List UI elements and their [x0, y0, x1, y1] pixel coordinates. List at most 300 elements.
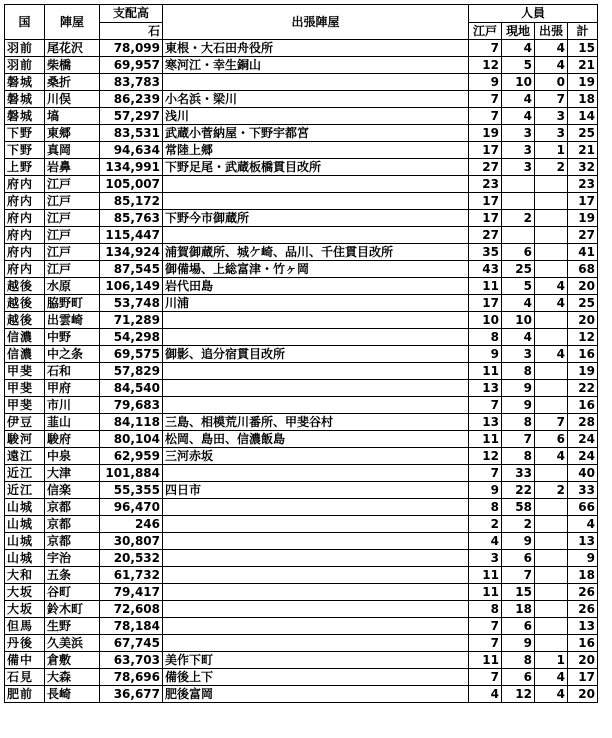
table-row	[5, 669, 598, 686]
edo-count-cell: 7	[469, 465, 502, 482]
genchi-count-cell: 10	[502, 74, 535, 91]
edo-count-cell: 7	[469, 91, 502, 108]
shucho-count-cell	[535, 465, 568, 482]
kuni-cell: 丹後	[5, 635, 45, 652]
table-row	[5, 176, 598, 193]
shihaidaka-cell: 61,732	[100, 567, 163, 584]
edo-count-cell: 17	[469, 295, 502, 312]
shucho-jinya-cell	[163, 397, 469, 414]
shucho-count-cell	[535, 618, 568, 635]
table-row	[5, 499, 598, 516]
total-count-cell: 40	[568, 465, 598, 482]
header-shihaidaka: 支配高	[100, 5, 163, 23]
kuni-cell: 甲斐	[5, 380, 45, 397]
shihaidaka-cell: 87,545	[100, 261, 163, 278]
shihaidaka-cell: 78,099	[100, 40, 163, 57]
shihaidaka-cell: 69,957	[100, 57, 163, 74]
shucho-jinya-cell	[163, 516, 469, 533]
kuni-cell: 府内	[5, 227, 45, 244]
edo-count-cell: 3	[469, 550, 502, 567]
shucho-jinya-cell: 川浦	[163, 295, 469, 312]
jinya-cell: 出雲崎	[45, 312, 100, 329]
table-row	[5, 142, 598, 159]
table-row	[5, 533, 598, 550]
shucho-count-cell	[535, 176, 568, 193]
total-count-cell: 20	[568, 312, 598, 329]
shucho-jinya-cell	[163, 499, 469, 516]
shucho-jinya-cell	[163, 567, 469, 584]
jinya-cell: 京都	[45, 516, 100, 533]
edo-count-cell: 12	[469, 57, 502, 74]
jinya-cell: 駿府	[45, 431, 100, 448]
header-jinya: 陣屋	[45, 5, 100, 40]
shucho-count-cell	[535, 261, 568, 278]
shihaidaka-cell: 20,532	[100, 550, 163, 567]
shucho-jinya-cell: 松岡、島田、信濃飯島	[163, 431, 469, 448]
total-count-cell: 13	[568, 618, 598, 635]
genchi-count-cell: 8	[502, 448, 535, 465]
shihaidaka-cell: 79,683	[100, 397, 163, 414]
shucho-jinya-cell: 小名浜・梁川	[163, 91, 469, 108]
shucho-jinya-cell: 美作下町	[163, 652, 469, 669]
total-count-cell: 21	[568, 142, 598, 159]
shihaidaka-cell: 69,575	[100, 346, 163, 363]
total-count-cell: 24	[568, 448, 598, 465]
genchi-count-cell: 7	[502, 431, 535, 448]
shucho-jinya-cell: 御影、追分宿貫目改所	[163, 346, 469, 363]
jinya-cell: 東郷	[45, 125, 100, 142]
jinya-cell: 京都	[45, 533, 100, 550]
shihaidaka-cell: 80,104	[100, 431, 163, 448]
table-header	[5, 5, 598, 40]
table-row	[5, 312, 598, 329]
shucho-jinya-cell: 浦賀御蔵所、城ケ崎、品川、千住貫目改所	[163, 244, 469, 261]
shucho-count-cell: 3	[535, 125, 568, 142]
shucho-jinya-cell: 四日市	[163, 482, 469, 499]
kuni-cell: 磐城	[5, 108, 45, 125]
shucho-jinya-cell: 肥後富岡	[163, 686, 469, 703]
edo-count-cell: 7	[469, 669, 502, 686]
table-row	[5, 57, 598, 74]
shihaidaka-cell: 86,239	[100, 91, 163, 108]
table-row	[5, 380, 598, 397]
shucho-jinya-cell: 常陸上郷	[163, 142, 469, 159]
shihaidaka-cell: 79,417	[100, 584, 163, 601]
genchi-count-cell: 58	[502, 499, 535, 516]
shucho-jinya-cell	[163, 533, 469, 550]
total-count-cell: 33	[568, 482, 598, 499]
genchi-count-cell: 18	[502, 601, 535, 618]
genchi-count-cell: 4	[502, 40, 535, 57]
shucho-count-cell	[535, 193, 568, 210]
table-row	[5, 329, 598, 346]
kuni-cell: 遠江	[5, 448, 45, 465]
total-count-cell: 16	[568, 397, 598, 414]
table-row	[5, 618, 598, 635]
shucho-jinya-cell: 三河赤坂	[163, 448, 469, 465]
total-count-cell: 16	[568, 635, 598, 652]
kuni-cell: 甲斐	[5, 397, 45, 414]
genchi-count-cell: 9	[502, 533, 535, 550]
kuni-cell: 大坂	[5, 601, 45, 618]
table-row	[5, 601, 598, 618]
genchi-count-cell: 33	[502, 465, 535, 482]
edo-count-cell: 11	[469, 567, 502, 584]
table-row	[5, 584, 598, 601]
shucho-count-cell	[535, 601, 568, 618]
table-row	[5, 227, 598, 244]
jinya-cell: 中泉	[45, 448, 100, 465]
shucho-jinya-cell: 東根・大石田舟役所	[163, 40, 469, 57]
shucho-jinya-cell: 御備場、上総富津・竹ヶ岡	[163, 261, 469, 278]
shucho-jinya-cell	[163, 601, 469, 618]
shucho-jinya-cell: 三島、相模荒川番所、甲斐谷村	[163, 414, 469, 431]
total-count-cell: 18	[568, 567, 598, 584]
total-count-cell: 19	[568, 210, 598, 227]
total-count-cell: 20	[568, 278, 598, 295]
table-row	[5, 414, 598, 431]
kuni-cell: 越後	[5, 295, 45, 312]
table-row	[5, 397, 598, 414]
shucho-jinya-cell	[163, 584, 469, 601]
shihaidaka-cell: 71,289	[100, 312, 163, 329]
shihaidaka-cell: 101,884	[100, 465, 163, 482]
edo-count-cell: 4	[469, 686, 502, 703]
jinya-cell: 塙	[45, 108, 100, 125]
edo-count-cell: 9	[469, 346, 502, 363]
table-row	[5, 244, 598, 261]
edo-count-cell: 27	[469, 159, 502, 176]
total-count-cell: 14	[568, 108, 598, 125]
table-row	[5, 652, 598, 669]
total-count-cell: 25	[568, 125, 598, 142]
genchi-count-cell: 6	[502, 669, 535, 686]
shihaidaka-cell: 83,783	[100, 74, 163, 91]
jinya-cell: 五条	[45, 567, 100, 584]
jinya-cell: 甲府	[45, 380, 100, 397]
jinya-cell: 川俣	[45, 91, 100, 108]
edo-count-cell: 2	[469, 516, 502, 533]
table-row	[5, 261, 598, 278]
genchi-count-cell: 22	[502, 482, 535, 499]
table-row	[5, 567, 598, 584]
genchi-count-cell: 5	[502, 278, 535, 295]
shucho-count-cell: 4	[535, 278, 568, 295]
jinya-cell: 江戸	[45, 227, 100, 244]
shucho-count-cell	[535, 312, 568, 329]
jinya-cell: 江戸	[45, 193, 100, 210]
header-kuni: 国	[5, 5, 45, 40]
shihaidaka-cell: 57,297	[100, 108, 163, 125]
edo-count-cell: 9	[469, 74, 502, 91]
shucho-count-cell: 0	[535, 74, 568, 91]
total-count-cell: 25	[568, 295, 598, 312]
shihaidaka-cell: 94,634	[100, 142, 163, 159]
jinya-cell: 倉敷	[45, 652, 100, 669]
shucho-count-cell: 4	[535, 57, 568, 74]
jinya-cell: 谷町	[45, 584, 100, 601]
genchi-count-cell: 6	[502, 244, 535, 261]
table-row	[5, 363, 598, 380]
genchi-count-cell: 4	[502, 329, 535, 346]
shucho-count-cell	[535, 499, 568, 516]
table-row	[5, 346, 598, 363]
edo-count-cell: 35	[469, 244, 502, 261]
shucho-jinya-cell	[163, 380, 469, 397]
table-row	[5, 482, 598, 499]
genchi-count-cell: 3	[502, 125, 535, 142]
jinya-cell: 桑折	[45, 74, 100, 91]
table-row	[5, 193, 598, 210]
genchi-count-cell: 3	[502, 159, 535, 176]
kuni-cell: 肥前	[5, 686, 45, 703]
genchi-count-cell: 3	[502, 346, 535, 363]
header-jinin: 人員	[469, 5, 598, 23]
shucho-jinya-cell: 下野今市御蔵所	[163, 210, 469, 227]
table-row	[5, 125, 598, 142]
table-row	[5, 159, 598, 176]
kuni-cell: 府内	[5, 261, 45, 278]
total-count-cell: 12	[568, 329, 598, 346]
edo-count-cell: 7	[469, 40, 502, 57]
shihaidaka-cell: 72,608	[100, 601, 163, 618]
shucho-count-cell: 4	[535, 295, 568, 312]
table-row	[5, 516, 598, 533]
edo-count-cell: 10	[469, 312, 502, 329]
jinya-cell: 岩鼻	[45, 159, 100, 176]
daikan-jinya-table	[4, 4, 598, 703]
shihaidaka-cell: 105,007	[100, 176, 163, 193]
shucho-count-cell: 7	[535, 91, 568, 108]
shucho-jinya-cell	[163, 312, 469, 329]
header-edo: 江戸	[469, 23, 502, 40]
genchi-count-cell: 8	[502, 414, 535, 431]
header-shucho-jinya: 出張陣屋	[163, 5, 469, 40]
kuni-cell: 山城	[5, 550, 45, 567]
table-body	[5, 40, 598, 703]
genchi-count-cell: 6	[502, 618, 535, 635]
shucho-jinya-cell	[163, 550, 469, 567]
jinya-cell: 柴橋	[45, 57, 100, 74]
shihaidaka-cell: 63,703	[100, 652, 163, 669]
kuni-cell: 羽前	[5, 40, 45, 57]
jinya-cell: 尾花沢	[45, 40, 100, 57]
genchi-count-cell: 12	[502, 686, 535, 703]
total-count-cell: 20	[568, 652, 598, 669]
shihaidaka-cell: 54,298	[100, 329, 163, 346]
shihaidaka-cell: 78,696	[100, 669, 163, 686]
genchi-count-cell	[502, 176, 535, 193]
kuni-cell: 府内	[5, 210, 45, 227]
genchi-count-cell	[502, 193, 535, 210]
edo-count-cell: 11	[469, 652, 502, 669]
edo-count-cell: 13	[469, 380, 502, 397]
genchi-count-cell: 25	[502, 261, 535, 278]
shucho-count-cell: 2	[535, 482, 568, 499]
kuni-cell: 石見	[5, 669, 45, 686]
kuni-cell: 山城	[5, 499, 45, 516]
shucho-jinya-cell: 下野足尾・武蔵板橋貫目改所	[163, 159, 469, 176]
kuni-cell: 山城	[5, 533, 45, 550]
jinya-cell: 鈴木町	[45, 601, 100, 618]
jinya-cell: 宇治	[45, 550, 100, 567]
kuni-cell: 備中	[5, 652, 45, 669]
kuni-cell: 大坂	[5, 584, 45, 601]
total-count-cell: 15	[568, 40, 598, 57]
table-row	[5, 295, 598, 312]
shucho-jinya-cell: 備後上下	[163, 669, 469, 686]
shucho-count-cell: 4	[535, 448, 568, 465]
shucho-count-cell: 4	[535, 40, 568, 57]
shucho-jinya-cell	[163, 363, 469, 380]
kuni-cell: 越後	[5, 312, 45, 329]
total-count-cell: 17	[568, 193, 598, 210]
edo-count-cell: 17	[469, 193, 502, 210]
table-row	[5, 686, 598, 703]
shucho-count-cell	[535, 397, 568, 414]
genchi-count-cell: 9	[502, 397, 535, 414]
shucho-count-cell: 7	[535, 414, 568, 431]
shucho-count-cell	[535, 363, 568, 380]
edo-count-cell: 7	[469, 635, 502, 652]
table-row	[5, 210, 598, 227]
shucho-jinya-cell: 寒河江・幸生銅山	[163, 57, 469, 74]
shucho-count-cell	[535, 244, 568, 261]
total-count-cell: 26	[568, 601, 598, 618]
shihaidaka-cell: 246	[100, 516, 163, 533]
edo-count-cell: 8	[469, 329, 502, 346]
shucho-jinya-cell: 武蔵小菅納屋・下野宇都宮	[163, 125, 469, 142]
edo-count-cell: 9	[469, 482, 502, 499]
table-row	[5, 465, 598, 482]
shucho-count-cell	[535, 635, 568, 652]
kuni-cell: 伊豆	[5, 414, 45, 431]
kuni-cell: 越後	[5, 278, 45, 295]
total-count-cell: 19	[568, 363, 598, 380]
genchi-count-cell: 6	[502, 550, 535, 567]
jinya-cell: 石和	[45, 363, 100, 380]
jinya-cell: 江戸	[45, 261, 100, 278]
shihaidaka-cell: 134,924	[100, 244, 163, 261]
jinya-cell: 脇野町	[45, 295, 100, 312]
table-row	[5, 40, 598, 57]
header-shucho: 出張	[535, 23, 568, 40]
kuni-cell: 駿河	[5, 431, 45, 448]
shucho-count-cell: 4	[535, 686, 568, 703]
edo-count-cell: 43	[469, 261, 502, 278]
edo-count-cell: 27	[469, 227, 502, 244]
kuni-cell: 但馬	[5, 618, 45, 635]
jinya-cell: 長崎	[45, 686, 100, 703]
shucho-jinya-cell	[163, 227, 469, 244]
total-count-cell: 19	[568, 74, 598, 91]
kuni-cell: 山城	[5, 516, 45, 533]
jinya-cell: 市川	[45, 397, 100, 414]
edo-count-cell: 4	[469, 533, 502, 550]
kuni-cell: 府内	[5, 244, 45, 261]
shucho-jinya-cell	[163, 635, 469, 652]
shihaidaka-cell: 53,748	[100, 295, 163, 312]
jinya-cell: 真岡	[45, 142, 100, 159]
genchi-count-cell: 9	[502, 635, 535, 652]
shucho-jinya-cell	[163, 193, 469, 210]
table-row	[5, 635, 598, 652]
kuni-cell: 磐城	[5, 74, 45, 91]
genchi-count-cell: 4	[502, 295, 535, 312]
total-count-cell: 9	[568, 550, 598, 567]
jinya-cell: 江戸	[45, 210, 100, 227]
genchi-count-cell: 7	[502, 567, 535, 584]
jinya-cell: 中之条	[45, 346, 100, 363]
shihaidaka-cell: 84,540	[100, 380, 163, 397]
kuni-cell: 府内	[5, 193, 45, 210]
table-row	[5, 550, 598, 567]
shihaidaka-cell: 115,447	[100, 227, 163, 244]
total-count-cell: 27	[568, 227, 598, 244]
jinya-cell: 生野	[45, 618, 100, 635]
shucho-jinya-cell	[163, 618, 469, 635]
edo-count-cell: 7	[469, 397, 502, 414]
table-row	[5, 431, 598, 448]
total-count-cell: 22	[568, 380, 598, 397]
shucho-count-cell	[535, 567, 568, 584]
edo-count-cell: 7	[469, 108, 502, 125]
total-count-cell: 21	[568, 57, 598, 74]
shucho-jinya-cell: 岩代田島	[163, 278, 469, 295]
total-count-cell: 28	[568, 414, 598, 431]
shihaidaka-cell: 57,829	[100, 363, 163, 380]
table-row	[5, 108, 598, 125]
shihaidaka-cell: 83,531	[100, 125, 163, 142]
shihaidaka-cell: 55,355	[100, 482, 163, 499]
edo-count-cell: 17	[469, 210, 502, 227]
table-row	[5, 448, 598, 465]
shihaidaka-cell: 85,172	[100, 193, 163, 210]
shucho-count-cell	[535, 380, 568, 397]
shucho-count-cell: 2	[535, 159, 568, 176]
jinya-cell: 京都	[45, 499, 100, 516]
genchi-count-cell: 2	[502, 516, 535, 533]
total-count-cell: 4	[568, 516, 598, 533]
genchi-count-cell: 9	[502, 380, 535, 397]
kuni-cell: 信濃	[5, 346, 45, 363]
shucho-count-cell	[535, 329, 568, 346]
kuni-cell: 下野	[5, 125, 45, 142]
edo-count-cell: 12	[469, 448, 502, 465]
kuni-cell: 磐城	[5, 91, 45, 108]
kuni-cell: 近江	[5, 465, 45, 482]
kuni-cell: 近江	[5, 482, 45, 499]
shihaidaka-cell: 30,807	[100, 533, 163, 550]
genchi-count-cell: 15	[502, 584, 535, 601]
total-count-cell: 26	[568, 584, 598, 601]
total-count-cell: 20	[568, 686, 598, 703]
edo-count-cell: 11	[469, 278, 502, 295]
shucho-count-cell: 3	[535, 108, 568, 125]
genchi-count-cell: 4	[502, 108, 535, 125]
genchi-count-cell: 2	[502, 210, 535, 227]
jinya-cell: 久美浜	[45, 635, 100, 652]
shucho-count-cell	[535, 210, 568, 227]
shucho-jinya-cell	[163, 176, 469, 193]
shucho-count-cell: 4	[535, 346, 568, 363]
kuni-cell: 府内	[5, 176, 45, 193]
genchi-count-cell	[502, 227, 535, 244]
jinya-cell: 大森	[45, 669, 100, 686]
genchi-count-cell: 8	[502, 363, 535, 380]
shucho-count-cell	[535, 533, 568, 550]
edo-count-cell: 19	[469, 125, 502, 142]
